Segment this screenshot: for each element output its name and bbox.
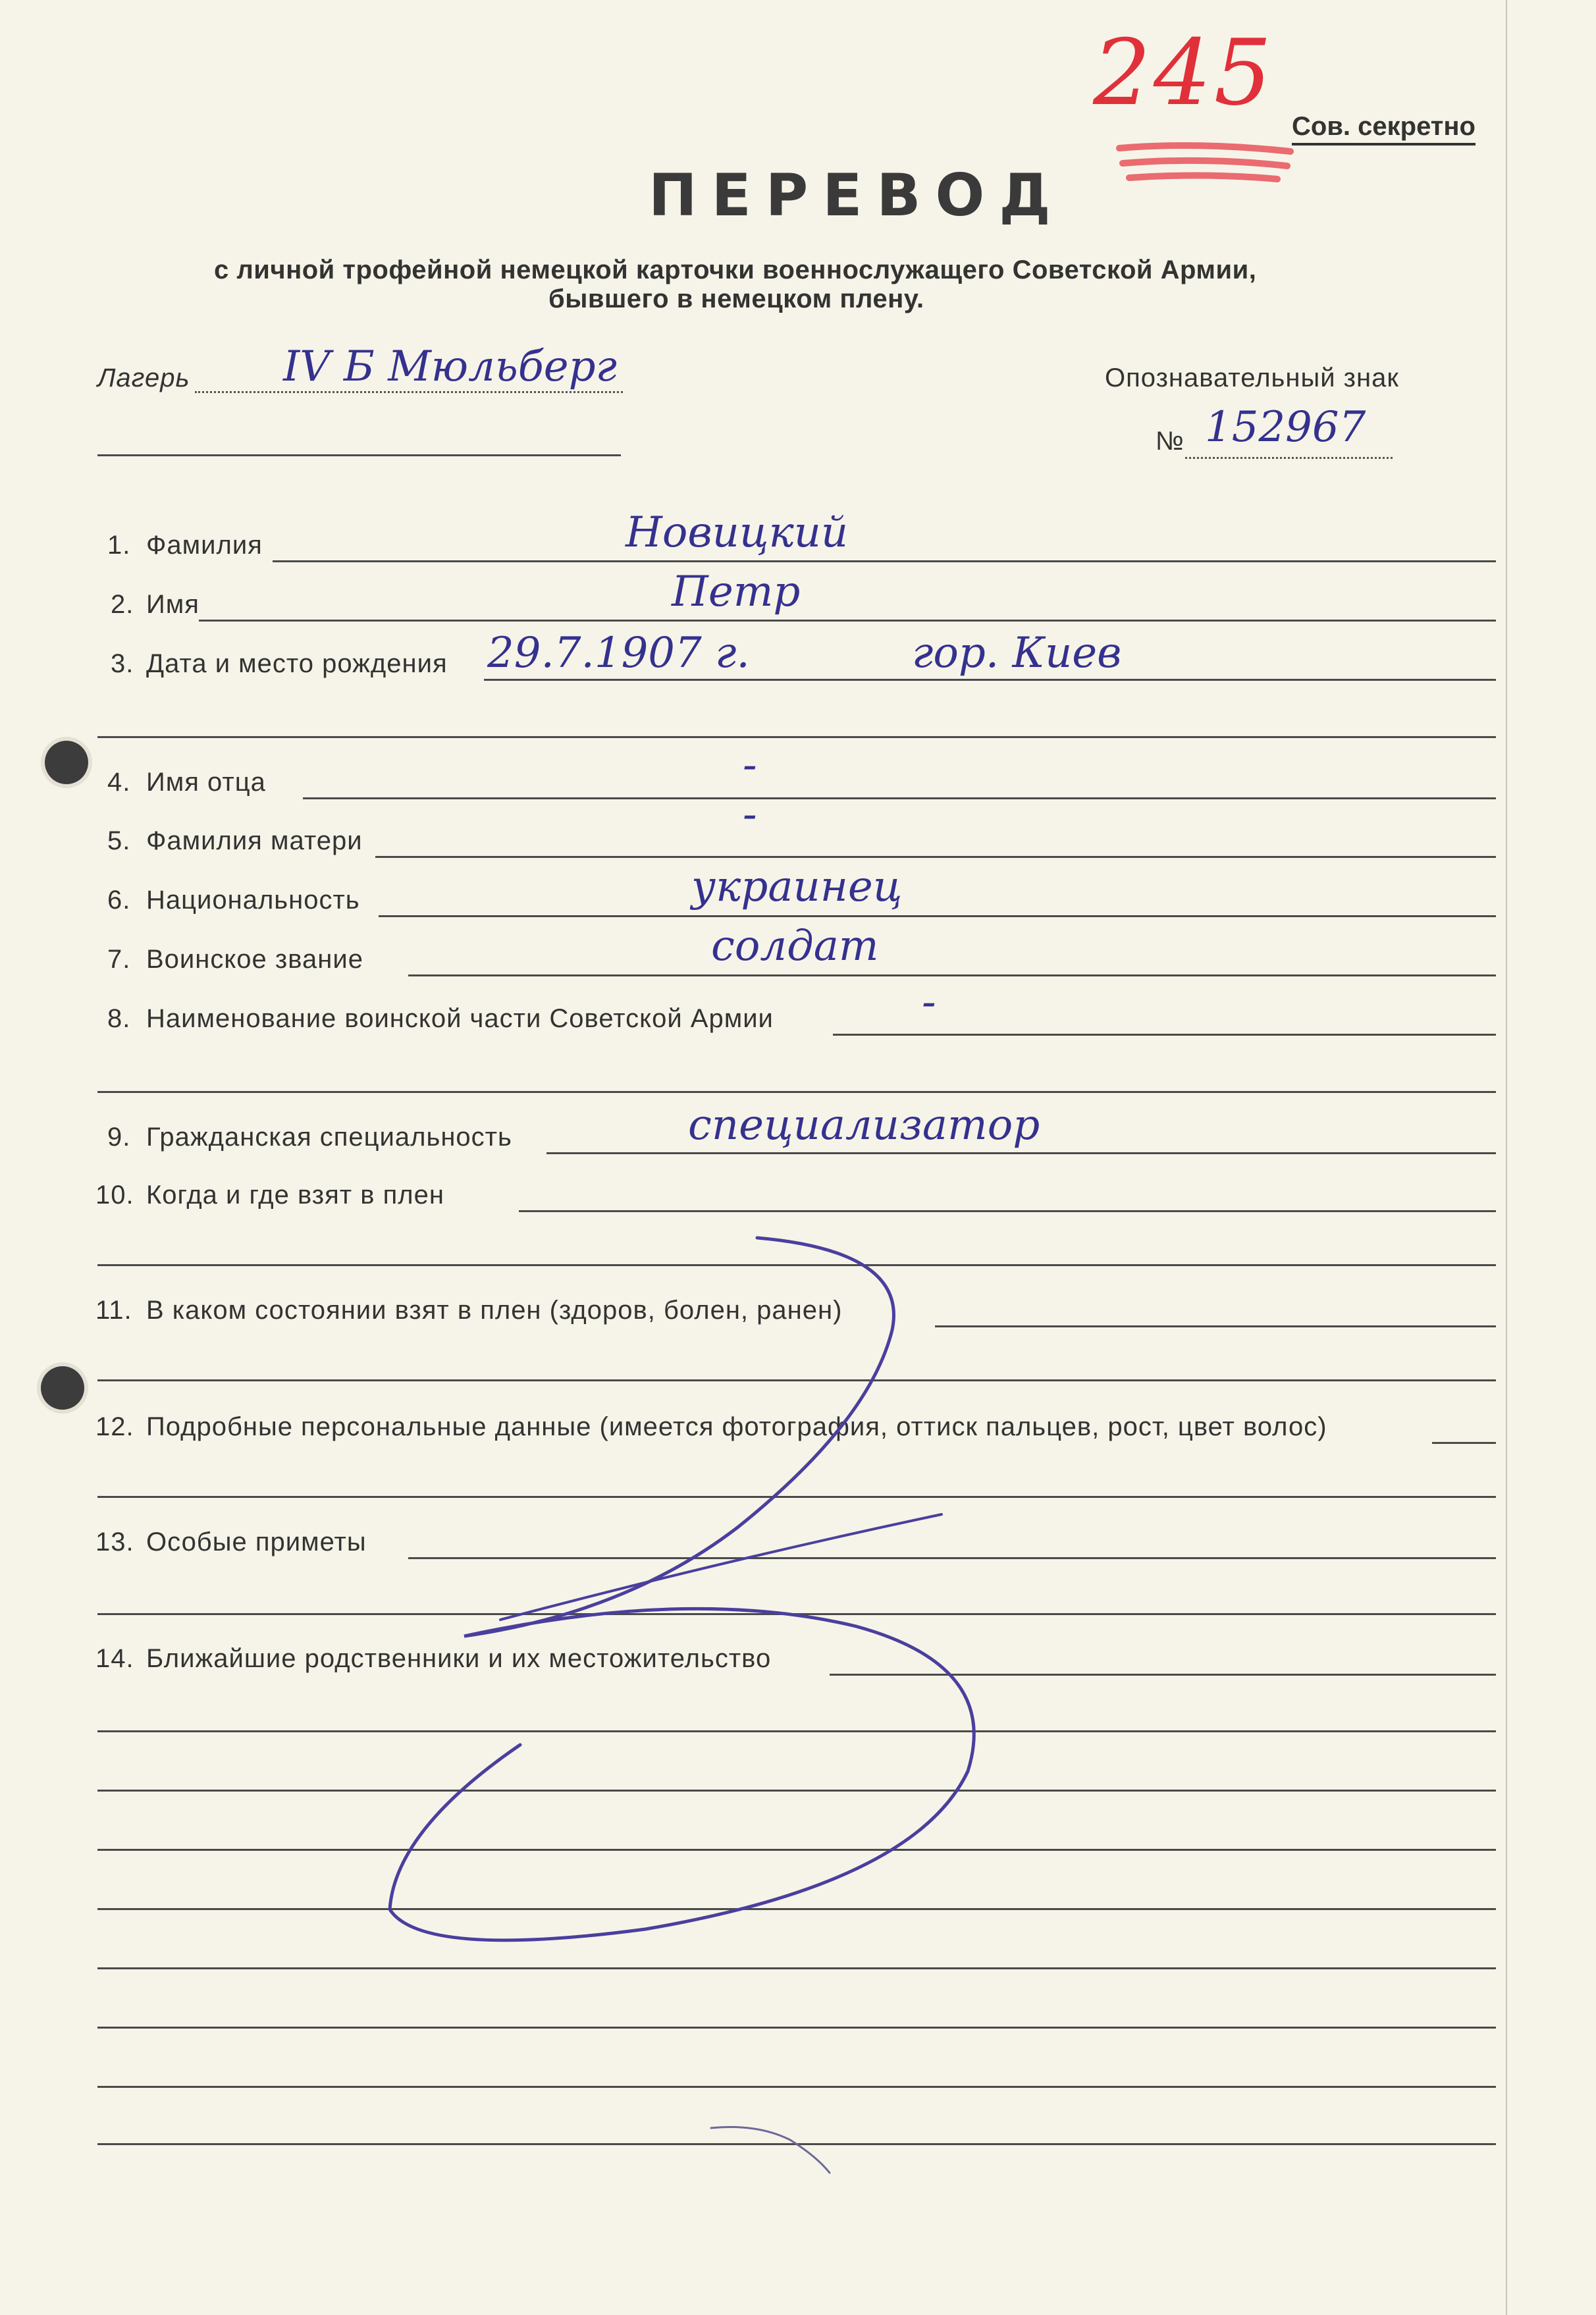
field-7-value: солдат <box>711 922 879 971</box>
field-11-second-line <box>97 1379 1496 1381</box>
camp-label: Лагерь <box>97 363 190 392</box>
blank-line <box>97 1730 1496 1732</box>
blank-line <box>97 2027 1496 2029</box>
camp-line <box>195 391 623 393</box>
field-14-line <box>830 1674 1496 1676</box>
field-10-second-line <box>97 1264 1496 1266</box>
field-7-number: 7. <box>107 945 131 974</box>
blank-line <box>97 1908 1496 1910</box>
field-11-line <box>935 1325 1496 1327</box>
field-3-label: Дата и место рождения <box>146 649 448 678</box>
field-6-label: Национальность <box>146 886 360 915</box>
field-10-number: 10. <box>95 1181 134 1210</box>
field-4-label: Имя отца <box>146 768 266 797</box>
page-edge <box>1506 0 1507 2315</box>
field-8-line <box>833 1034 1496 1036</box>
camp-second-line <box>97 454 621 456</box>
tag-line <box>1185 457 1393 459</box>
field-2-line <box>199 620 1496 622</box>
camp-value: IV Б Мюльберг <box>283 342 617 391</box>
field-4-line <box>303 797 1496 799</box>
field-8-label: Наименование воинской части Советской Армии <box>146 1004 774 1033</box>
diagonal-stroke-mark <box>500 1514 942 1620</box>
punch-hole <box>45 741 88 784</box>
document-title: ПЕРЕВОД <box>649 161 1065 229</box>
blank-line <box>97 2086 1496 2088</box>
field-13-second-line <box>97 1613 1496 1615</box>
field-3-number: 3. <box>111 649 134 678</box>
field-9-value: специализатор <box>688 1101 1040 1150</box>
tag-label: Опознавательный знак <box>1105 363 1399 392</box>
field-5-label: Фамилия матери <box>146 826 363 855</box>
field-12-second-line <box>97 1496 1496 1498</box>
field-9-line <box>546 1152 1496 1154</box>
field-8-value: - <box>922 978 936 1026</box>
red-underline-mark <box>1119 146 1290 179</box>
field-14-label: Ближайшие родственники и их местожительство <box>146 1644 772 1673</box>
field-8-number: 8. <box>107 1004 131 1033</box>
document-subtitle-line1: с личной трофейной немецкой карточки военнослужащего Советской Армии, <box>214 255 1257 284</box>
field-11-label: В каком состоянии взят в плен (здоров, болен, ранен) <box>146 1296 843 1325</box>
field-3-second-line <box>97 736 1496 738</box>
field-7-label: Воинское звание <box>146 945 363 974</box>
blank-line <box>97 2143 1496 2145</box>
archive-number: 245 <box>1093 20 1275 126</box>
field-1-number: 1. <box>107 531 131 560</box>
field-10-label: Когда и где взят в плен <box>146 1181 444 1210</box>
tag-number-sign: № <box>1156 427 1184 456</box>
field-12-label: Подробные персональные данные (имеется фотография, оттиск пальцев, рост, цвет волос) <box>146 1412 1327 1441</box>
field-5-value: - <box>743 790 757 839</box>
field-3-date-value: 29.7.1907 г. <box>487 629 750 678</box>
field-6-line <box>379 915 1496 917</box>
field-11-number: 11. <box>95 1296 132 1325</box>
field-10-line <box>519 1210 1496 1212</box>
punch-hole <box>41 1366 84 1410</box>
field-3-line <box>484 679 1496 681</box>
field-12-number: 12. <box>95 1412 134 1441</box>
field-1-label: Фамилия <box>146 531 263 560</box>
blank-line <box>97 1849 1496 1851</box>
field-2-number: 2. <box>111 590 134 619</box>
field-2-label: Имя <box>146 590 200 619</box>
field-14-number: 14. <box>95 1644 134 1673</box>
field-6-value: украинец <box>691 863 903 911</box>
field-9-label: Гражданская специальность <box>146 1123 512 1152</box>
field-5-line <box>375 856 1496 858</box>
field-1-line <box>273 560 1496 562</box>
field-9-number: 9. <box>107 1123 131 1152</box>
field-2-value: Петр <box>672 568 801 616</box>
bottom-squiggle-mark <box>711 2127 830 2173</box>
field-5-number: 5. <box>107 826 131 855</box>
field-12-line <box>1432 1442 1496 1444</box>
field-6-number: 6. <box>107 886 131 915</box>
secrecy-stamp: Сов. секретно <box>1292 112 1476 146</box>
document-subtitle-line2: бывшего в немецком плену. <box>548 284 924 313</box>
field-13-label: Особые приметы <box>146 1528 367 1557</box>
field-8-second-line <box>97 1091 1496 1093</box>
blank-line <box>97 1967 1496 1969</box>
field-3-place-value: гор. Киев <box>912 629 1122 678</box>
tag-value: 152967 <box>1205 403 1366 452</box>
field-13-line <box>408 1557 1496 1559</box>
field-4-value: - <box>743 741 757 789</box>
field-13-number: 13. <box>95 1528 134 1557</box>
field-7-line <box>408 974 1496 976</box>
blank-line <box>97 1790 1496 1792</box>
field-1-value: Новицкий <box>625 508 849 557</box>
field-4-number: 4. <box>107 768 131 797</box>
z-strike-mark <box>390 1238 974 1940</box>
